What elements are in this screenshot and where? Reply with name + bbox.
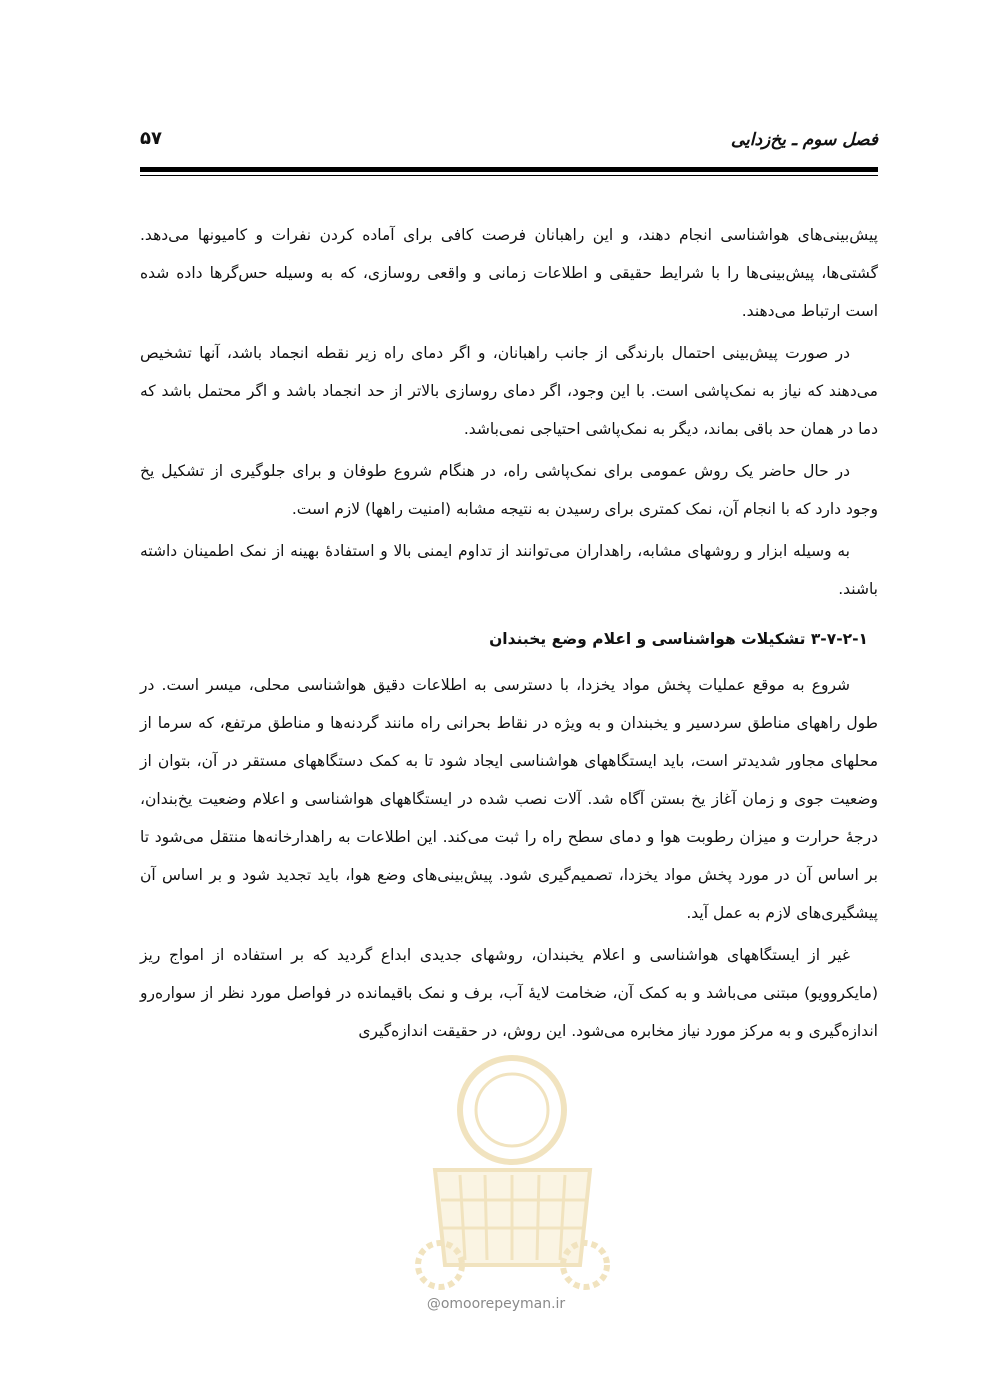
chapter-title: فصل سوم ـ یخ‌زدایی [730, 130, 878, 150]
paragraph-3: در حال حاضر یک روش عمومی برای نمک‌پاشی راه، در هنگام شروع طوفان و برای جلوگیری از تشکیل یخ وجود دارد که با انجام آن، نمک کمتری برای رسیدن به نتیجه مشابه (امنیت راهها) لازم است. [140, 462, 878, 518]
page-header [140, 124, 878, 160]
body-text [140, 216, 878, 1054]
header-rule-thin [140, 175, 878, 176]
page-number: ۵۷ [140, 128, 162, 149]
paragraph-5: شروع به موقع عملیات پخش مواد یخزدا، با دسترسی به اطلاعات دقیق هواشناسی محلی، میسر است. در طول راههای مناطق سردسیر و یخبندان و به ویژه در نقاط بحرانی راه مانند گردنه‌ها و مناطق مرتفع، که سرما از محلهای مجاور شدیدتر است، باید ایستگاههای هواشناسی ایجاد شود تا به کمک دستگاههای مستقر در آن، بتوان از وضعیت جوی و زمان آغاز یخ بستن آگاه شد. آلات نصب شده در ایستگاههای هواشناسی و اعلام وضعیت یخ‌بندان، درجهٔ حرارت و میزان رطوبت هوا و دمای سطح راه را ثبت می‌کند. این اطلاعات به راهدارخانه‌ها منتقل می‌شود تا بر اساس آن در مورد پخش مواد یخزدا، تصمیم‌گیری شود. پیش‌بینی‌های وضع هوا، باید تجدید شود و بر اساس آن پیشگیری‌های لازم به عمل آید. [140, 676, 878, 922]
paragraph-1: پیش‌بینی‌های هواشناسی انجام دهند، و این راهبانان فرصت کافی برای آماده کردن نفرات و کامیونها می‌دهد. گشتی‌ها، پیش‌بینی‌ها را با شرایط حقیقی و اطلاعات زمانی و واقعی روسازی، که به وسیله حس‌گرها داده شده است ارتباط می‌دهند. [140, 226, 878, 320]
paragraph-2: در صورت پیش‌بینی احتمال بارندگی از جانب راهبانان، و اگر دمای راه زیر نقطه انجماد باشد، آنها تشخیص می‌دهند که نیاز به نمک‌پاشی است. با این وجود، اگر دمای روسازی بالاتر از حد انجماد باشد و اگر محتمل باشد که دما در همان حد باقی بماند، دیگر به نمک‌پاشی احتیاجی نمی‌باشد. [140, 344, 878, 438]
watermark-website: @omoorepeyman.ir [426, 1296, 566, 1312]
paragraph-4: به وسیله ابزار و روشهای مشابه، راهداران می‌توانند از تداوم ایمنی بالا و استفادهٔ بهینه از نمک اطمینان داشته باشند. [140, 542, 878, 598]
watermark-seal-icon [405, 1050, 620, 1295]
header-rule-thick [140, 167, 878, 172]
section-heading: ۳-۷-۲-۱ تشکیلات هواشناسی و اعلام وضع یخبندان [489, 630, 868, 648]
paragraph-6: غیر از ایستگاههای هواشناسی و اعلام یخبندان، روشهای جدیدی ابداع گردید که بر استفاده از امواج ریز (مایکروویو) مبتنی می‌باشد و به کمک آن، ضخامت لایهٔ آب، برف و نمک باقیمانده در فواصل مورد نظر از سواره‌رو اندازه‌گیری و به مرکز مورد نیاز مخابره می‌شود. این روش، در حقیقت اندازه‌گیری [140, 946, 878, 1040]
